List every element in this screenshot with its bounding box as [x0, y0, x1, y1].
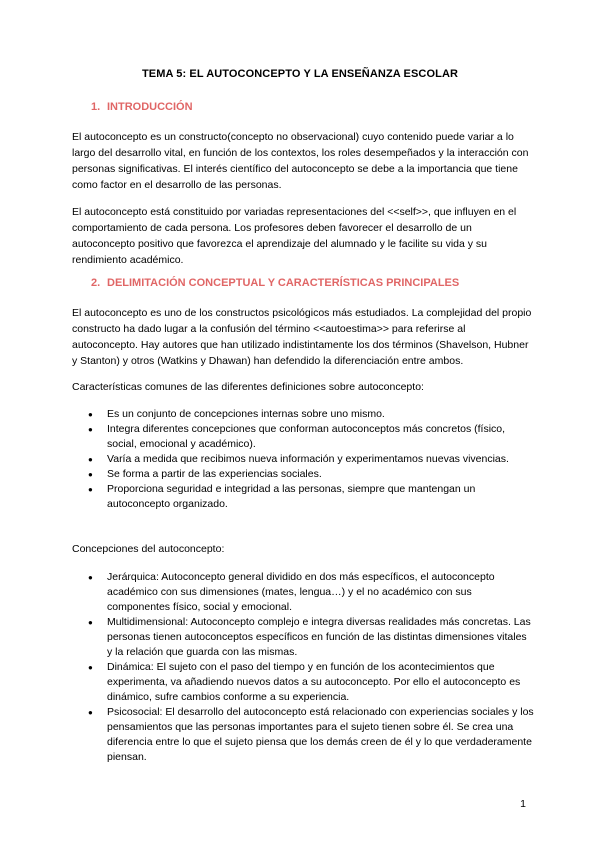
section-title: DELIMITACIÓN CONCEPTUAL Y CARACTERÍSTICAS PRINCIPALES [107, 277, 460, 289]
paragraph: Características comunes de las diferentes definiciones sobre autoconcepto: [72, 381, 424, 393]
conceptions-list [72, 570, 534, 765]
list-item: ● Multidimensional: Autoconcepto complejo e integra diversas realidades más concretas. Las personas tienen autoconceptos específicos en función de las distintas dimensiones vitales y la relación que guarda con las mismas. [72, 615, 534, 660]
paragraph: Concepciones del autoconcepto: [72, 543, 225, 555]
document-title: TEMA 5: EL AUTOCONCEPTO Y LA ENSEÑANZA ESCOLAR [141, 68, 459, 80]
list-item: ● Dinámica: El sujeto con el paso del tiempo y en función de los acontecimientos que experimenta, va añadiendo nuevos datos a su autoconcepto. Por ello el autoconcepto es dinámico, sufre cambios conforme a su experiencia. [72, 660, 534, 705]
page-number: 1 [520, 798, 526, 810]
characteristics-list [72, 407, 534, 512]
section-number: 2. [91, 277, 101, 289]
list-item: ● Se forma a partir de las experiencias sociales. [72, 467, 534, 482]
list-item: ● Jerárquica: Autoconcepto general dividido en dos más específicos, el autoconcepto académico con sus dimensiones (mates, lengua…) y el no académico con sus componentes físico, social y emocional. [72, 570, 534, 615]
section-number: 1. [91, 101, 101, 113]
section-title: INTRODUCCIÓN [107, 101, 193, 113]
section-heading-delimitacion [91, 277, 459, 289]
paragraph: El autoconcepto está constituido por variadas representaciones del <<self>>, que influyen en el comportamiento de cada persona. Los profesores deben favorecer el desarrollo de un autoconcepto positivo que favorezca el aprendizaje del alumnado y le facilite su vida y su rendimiento académico. [72, 206, 517, 266]
paragraph: El autoconcepto es uno de los constructos psicológicos más estudiados. La complejidad del propio constructo ha dado lugar a la confusión del término <<autoestima>> para referirse al autoconcepto. Hay autores que han utilizado indistintamente los dos términos (Shavelson, Hubner y Stanton) y otros (Watkins y Dhawan) han defendido la diferenciación entre ambos. [72, 307, 532, 367]
list-item: ● Integra diferentes concepciones que conforman autoconceptos más concretos (físico, social, emocional y académico). [72, 422, 534, 452]
list-item: ● Proporciona seguridad e integridad a las personas, siempre que mantengan un autoconcepto organizado. [72, 482, 534, 512]
list-item: ● Es un conjunto de concepciones internas sobre uno mismo. [72, 407, 534, 422]
paragraph: El autoconcepto es un constructo(concepto no observacional) cuyo contenido puede variar a lo largo del desarrollo vital, en función de los contextos, los roles desempeñados y la interacción con personas significativas. El interés científico del autoconcepto se debe a la importancia que tiene como factor en el desarrollo de las personas. [72, 131, 529, 191]
list-item: ● Varía a medida que recibimos nueva información y experimentamos nuevas vivencias. [72, 452, 534, 467]
list-item: ● Psicosocial: El desarrollo del autoconcepto está relacionado con experiencias sociales y los pensamientos que las personas importantes para el sujeto tienen sobre él. Se crea una diferencia entre lo que el sujeto piensa que los demás creen de él y lo que verdaderamente piensan. [72, 705, 534, 765]
section-heading-introduccion [91, 101, 193, 113]
